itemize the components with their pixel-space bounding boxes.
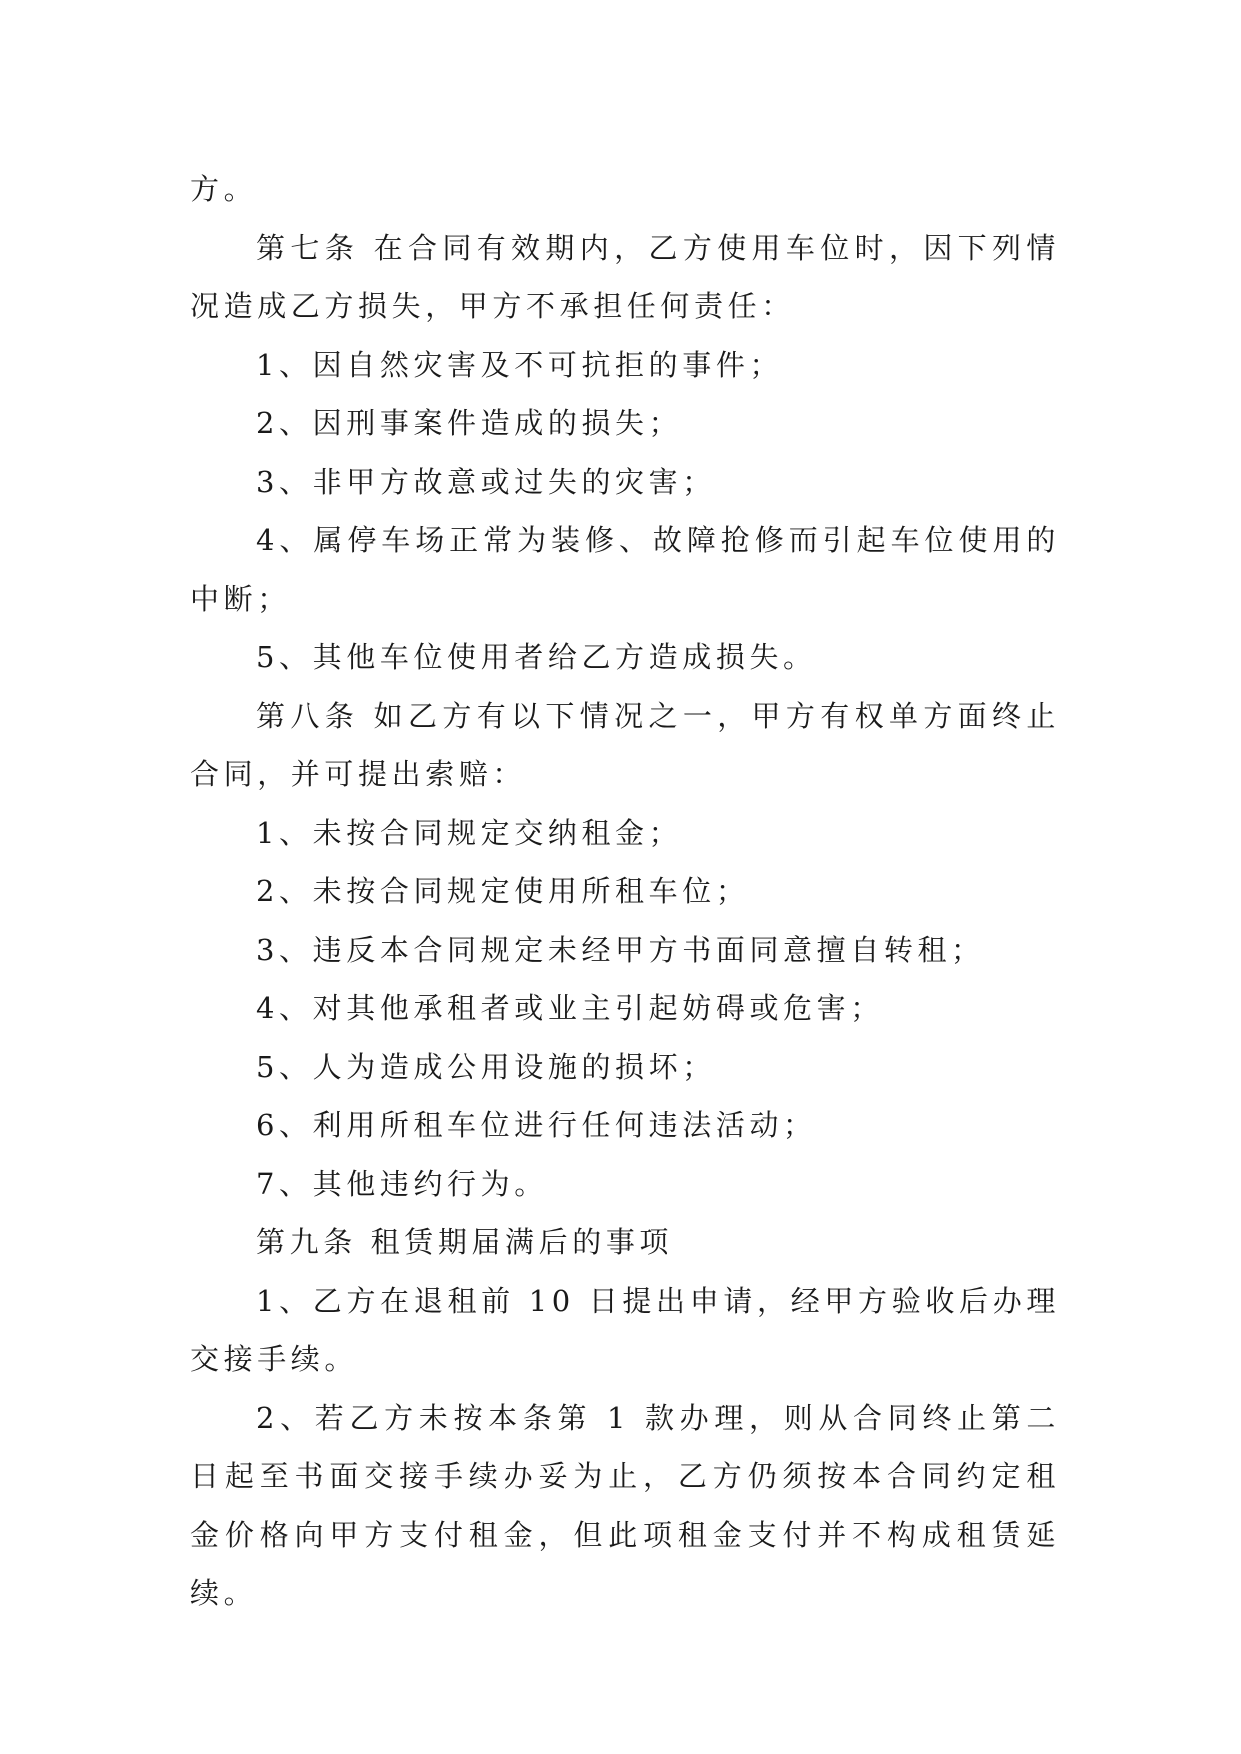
article-9-item-1: 1、乙方在退租前 10 日提出申请，经甲方验收后办理交接手续。	[190, 1283, 1060, 1376]
article-7-item-2: 2、因刑事案件造成的损失；	[256, 406, 683, 440]
article-8-item-2: 2、未按合同规定使用所租车位；	[256, 874, 750, 908]
article-8-item-1: 1、未按合同规定交纳租金；	[256, 815, 683, 850]
article-9-heading: 第九条 租赁期届满后的事项	[256, 1225, 674, 1259]
article-7-item-3: 3、非甲方故意或过失的灾害；	[256, 464, 716, 499]
article-8-heading: 第八条 如乙方有以下情况之一，甲方有权单方面终止合同，并可提出索赔：	[190, 698, 1060, 791]
paragraph-continuation: 方。	[190, 172, 258, 206]
article-8-item-5: 5、人为造成公用设施的损坏；	[256, 1049, 716, 1084]
article-7-heading: 第七条 在合同有效期内，乙方使用车位时，因下列情况造成乙方损失，甲方不承担任何责任：	[190, 230, 1060, 323]
article-8-item-7: 7、其他违约行为。	[256, 1166, 548, 1201]
document-body	[190, 160, 1060, 1623]
article-8-item-4: 4、对其他承租者或业主引起妨碍或危害；	[256, 991, 884, 1025]
article-9-item-2: 2、若乙方未按本条第 1 款办理，则从合同终止第二日起至书面交接手续办妥为止，乙方仍须按本合同约定租金价格向甲方支付租金，但此项租金支付并不构成租赁延续。	[190, 1400, 1060, 1610]
article-8-item-6: 6、利用所租车位进行任何违法活动；	[256, 1108, 817, 1142]
article-8-item-3: 3、违反本合同规定未经甲方书面同意擅自转租；	[256, 932, 985, 967]
article-7-item-5: 5、其他车位使用者给乙方造成损失。	[256, 640, 817, 674]
article-7-item-4: 4、属停车场正常为装修、故障抢修而引起车位使用的中断；	[190, 523, 1060, 616]
article-7-item-1: 1、因自然灾害及不可抗拒的事件；	[256, 347, 784, 382]
